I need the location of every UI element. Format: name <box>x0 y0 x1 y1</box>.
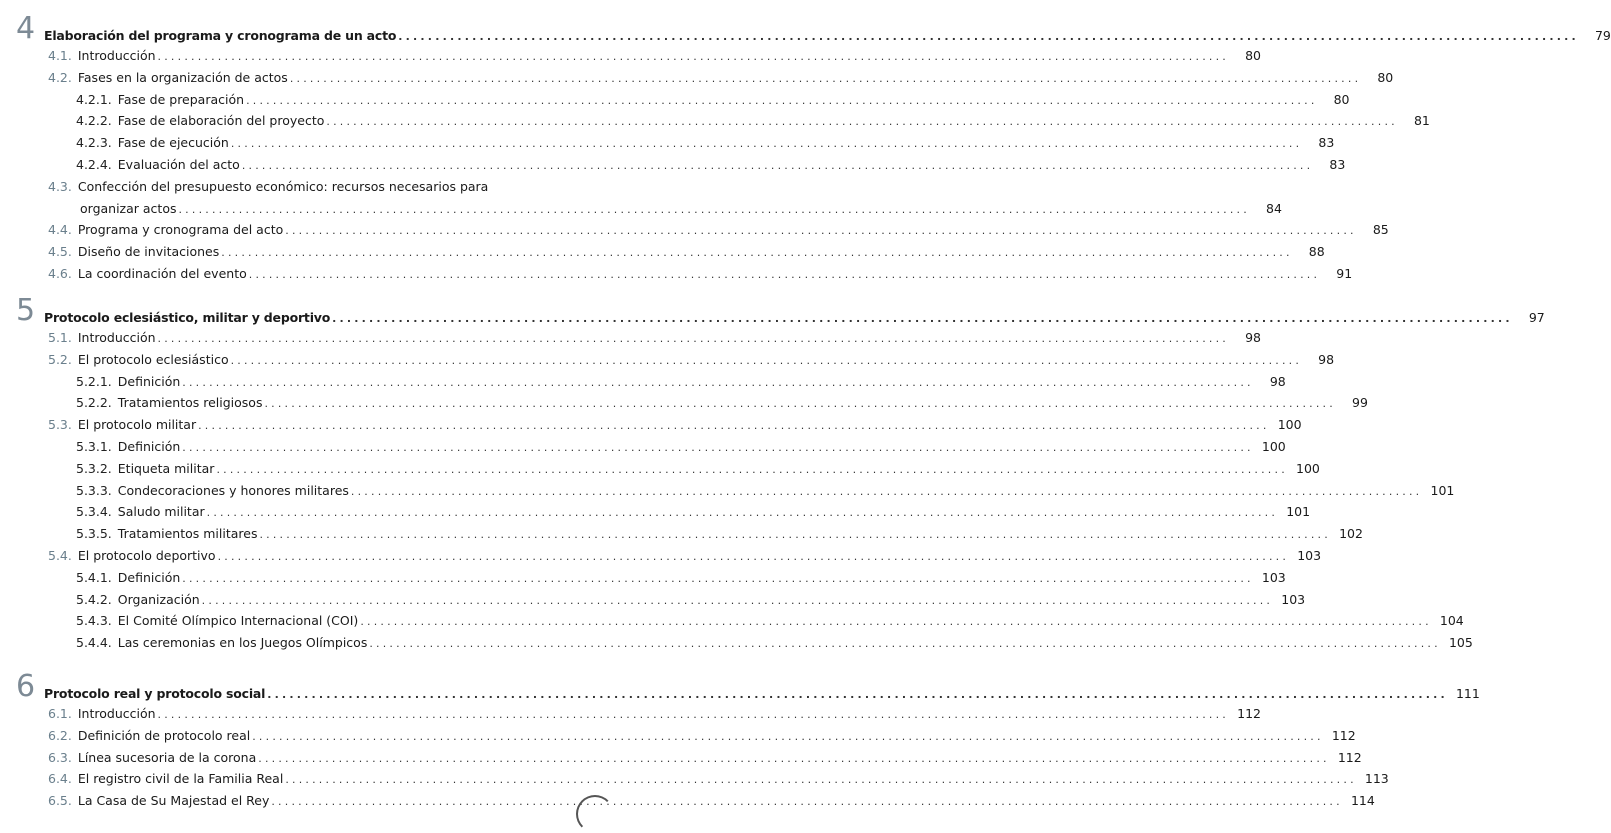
page-number: 114 <box>1350 793 1375 809</box>
toc-entry[interactable] <box>76 455 1320 477</box>
entry-title: Fases en la organización de actos <box>77 69 288 85</box>
entry-title: Fase de elaboración del proyecto <box>117 113 325 129</box>
entry-number: 4.1. <box>48 48 72 63</box>
entry-number: 4.4. <box>48 222 72 238</box>
chapter-number-digit: 6 <box>16 669 36 704</box>
entry-title: Definición <box>117 439 181 454</box>
entry-title: Organización <box>117 591 200 607</box>
page-number: 103 <box>1261 569 1286 585</box>
toc-entry[interactable] <box>48 744 1362 766</box>
dot-leader: ................................................................................................................................................................ <box>264 397 1336 411</box>
entry-title: Introducción <box>77 706 156 721</box>
entry-number: 4.2.1. <box>76 91 112 107</box>
entry-number: 6.5. <box>48 793 72 809</box>
dot-leader: ................................................................................................................................................................ <box>206 506 1279 520</box>
entry-title: Condecoraciones y honores militares <box>117 482 349 498</box>
dot-leader: ................................................................................................................................................................ <box>267 688 1448 701</box>
dot-leader: ................................................................................................................................................................ <box>398 30 1579 43</box>
entry-title: La coordinación del evento <box>77 266 247 281</box>
entry-title: Fase de preparación <box>117 91 245 107</box>
dot-leader: ................................................................................................................................................................ <box>350 484 1423 498</box>
entry-number: 5.2.1. <box>76 373 112 389</box>
entry-title: Definición de protocolo real <box>77 727 251 743</box>
dot-leader: ................................................................................................................................................................ <box>289 71 1362 85</box>
entry-title: Evaluación del acto <box>117 157 240 172</box>
dot-leader: ................................................................................................................................................................ <box>285 224 1357 238</box>
entry-title: Introducción <box>77 48 156 63</box>
page-number: 101 <box>1430 482 1455 498</box>
toc-entry[interactable] <box>76 107 1430 129</box>
page-number: 83 <box>1318 135 1335 151</box>
entry-number: 5.3.4. <box>76 504 112 520</box>
dot-leader: ................................................................................................................................................................ <box>157 708 1229 721</box>
entry-number: 6.2. <box>48 727 72 743</box>
entry-number: 5.1. <box>48 330 72 345</box>
entry-title: Etiqueta militar <box>117 460 215 476</box>
dot-leader: ................................................................................................................................................................ <box>259 528 1331 542</box>
dot-leader: ................................................................................................................................................................ <box>216 462 1288 476</box>
entry-number: 5.3.2. <box>76 460 112 476</box>
toc-entry[interactable] <box>76 586 1306 608</box>
entry-title: Tratamientos militares <box>117 526 258 542</box>
entry-number: 6.3. <box>48 749 72 765</box>
toc-entry[interactable] <box>76 389 1368 411</box>
toc-entry[interactable] <box>76 129 1335 151</box>
page-number: 91 <box>1336 266 1353 281</box>
toc-entry[interactable] <box>76 564 1286 586</box>
toc-entry[interactable] <box>48 411 1302 433</box>
entry-title: Línea sucesoria de la corona <box>77 749 257 765</box>
chapter-heading-4[interactable] <box>44 18 1611 44</box>
toc-entry[interactable] <box>48 346 1335 368</box>
entry-title: Las ceremonias en los Juegos Olímpicos <box>117 635 368 651</box>
entry-number: 4.2.4. <box>76 157 112 172</box>
chapter-number <box>16 669 36 704</box>
chapter-title: Elaboración del programa y cronograma de un acto <box>44 28 397 43</box>
chapter-heading-5[interactable] <box>44 300 1545 326</box>
toc-entry[interactable] <box>48 173 578 195</box>
page-number: 80 <box>1333 91 1350 107</box>
page-number: 84 <box>1266 200 1282 216</box>
dot-leader: ................................................................................................................................................................ <box>271 795 1343 809</box>
page-number: 88 <box>1308 244 1325 260</box>
page-number: 100 <box>1277 417 1302 433</box>
page-number: 104 <box>1439 613 1464 629</box>
dot-leader: ................................................................................................................................................................ <box>182 571 1254 585</box>
toc-entry[interactable] <box>76 433 1286 455</box>
toc-entry[interactable] <box>76 477 1455 499</box>
entry-title: Confección del presupuesto económico: recursos necesarios para <box>77 178 489 194</box>
page-number: 83 <box>1329 157 1346 172</box>
page-number: 112 <box>1337 749 1362 765</box>
dot-leader: ................................................................................................................................................................ <box>258 751 1330 765</box>
dot-leader: ................................................................................................................................................................ <box>285 773 1357 787</box>
entry-title: El registro civil de la Familia Real <box>77 771 284 787</box>
toc-entry[interactable] <box>48 216 1389 238</box>
page-number: 102 <box>1339 526 1363 542</box>
entry-number: 5.3.5. <box>76 526 112 542</box>
entry-title: Saludo militar <box>117 504 205 520</box>
dot-leader: ................................................................................................................................................................ <box>198 419 1270 433</box>
entry-number: 5.4.2. <box>76 591 112 607</box>
toc-entry[interactable] <box>48 238 1325 260</box>
dot-leader: ................................................................................................................................................................ <box>182 375 1254 389</box>
entry-number: 4.3. <box>48 178 72 194</box>
dot-leader: ................................................................................................................................................................ <box>369 637 1441 651</box>
dot-leader: ................................................................................................................................................................ <box>230 137 1303 151</box>
entry-title: El protocolo militar <box>77 417 197 433</box>
dot-leader: ................................................................................................................................................................ <box>248 268 1321 281</box>
toc-entry[interactable] <box>48 787 1375 809</box>
entry-title: Programa y cronograma del acto <box>77 222 284 238</box>
chapter-title: Protocolo real y protocolo social <box>44 686 266 701</box>
dot-leader: ................................................................................................................................................................ <box>157 50 1229 63</box>
chapter-title: Protocolo eclesiástico, militar y deportivo <box>44 310 331 325</box>
entry-number: 6.4. <box>48 771 72 787</box>
dot-leader: ................................................................................................................................................................ <box>360 615 1432 629</box>
entry-number: 4.2.3. <box>76 135 112 151</box>
entry-number: 5.4.1. <box>76 569 112 585</box>
page-number: 81 <box>1413 113 1430 129</box>
dot-leader: ................................................................................................................................................................ <box>326 115 1398 129</box>
entry-title: Introducción <box>77 330 156 345</box>
page-number: 97 <box>1528 310 1545 325</box>
chapter-number <box>16 11 36 46</box>
dot-leader: ................................................................................................................................................................ <box>182 441 1254 454</box>
chapter-number <box>16 293 36 328</box>
entry-number: 5.2.2. <box>76 395 112 411</box>
toc-entry[interactable] <box>76 629 1473 651</box>
entry-title: Fase de ejecución <box>117 135 229 151</box>
entry-number: 5.3. <box>48 417 72 433</box>
page-number: 111 <box>1455 686 1480 701</box>
dot-leader: ................................................................................................................................................................ <box>201 593 1274 607</box>
entry-title: El protocolo eclesiástico <box>77 351 229 367</box>
chapter-heading-6[interactable] <box>44 676 1480 702</box>
toc-entry[interactable] <box>76 498 1311 520</box>
entry-number: 5.3.3. <box>76 482 112 498</box>
dot-leader: ................................................................................................................................................................ <box>157 332 1229 345</box>
dot-leader: ................................................................................................................................................................ <box>246 93 1318 107</box>
entry-number: 4.6. <box>48 266 72 281</box>
page-number: 98 <box>1318 351 1335 367</box>
page-number: 99 <box>1352 395 1368 411</box>
entry-title: Tratamientos religiosos <box>117 395 263 411</box>
entry-number: 5.4.4. <box>76 635 112 651</box>
dot-leader: ................................................................................................................................................................ <box>332 312 1513 325</box>
entry-title: Definición <box>117 373 181 389</box>
entry-number: 4.2. <box>48 69 72 85</box>
page-corner-mark <box>576 795 614 833</box>
page-number: 98 <box>1269 373 1286 389</box>
entry-title: La Casa de Su Majestad el Rey <box>77 793 270 809</box>
page-number: 85 <box>1372 222 1389 238</box>
chapter-number-digit: 4 <box>16 11 36 46</box>
page-number: 100 <box>1261 439 1286 454</box>
entry-title: Definición <box>117 569 181 585</box>
page-number: 105 <box>1448 635 1473 651</box>
dot-leader: ................................................................................................................................................................ <box>252 729 1324 743</box>
dot-leader: ................................................................................................................................................................ <box>241 159 1314 172</box>
page-number: 100 <box>1296 460 1320 476</box>
page-number: 113 <box>1364 771 1389 787</box>
toc-entry-continued[interactable] <box>80 195 1282 217</box>
toc-entry[interactable] <box>48 42 1261 64</box>
toc-entry[interactable] <box>48 765 1389 787</box>
toc-entry[interactable] <box>48 700 1261 722</box>
page-number: 98 <box>1245 330 1261 345</box>
toc-entry[interactable] <box>76 607 1464 629</box>
entry-title: Diseño de invitaciones <box>77 244 220 260</box>
dot-leader: ................................................................................................................................................................ <box>217 550 1290 563</box>
toc-entry[interactable] <box>76 151 1346 173</box>
toc-entry[interactable] <box>48 542 1322 564</box>
entry-title: El protocolo deportivo <box>77 548 216 563</box>
entry-number: 6.1. <box>48 706 72 721</box>
dot-leader: ................................................................................................................................................................ <box>178 202 1250 216</box>
toc-entry[interactable] <box>48 722 1356 744</box>
entry-number: 5.3.1. <box>76 439 112 454</box>
entry-title: organizar actos <box>80 200 177 216</box>
entry-title: El Comité Olímpico Internacional (COI) <box>117 613 359 629</box>
page-number: 80 <box>1377 69 1394 85</box>
entry-number: 4.5. <box>48 244 72 260</box>
toc-entry[interactable] <box>76 520 1363 542</box>
chapter-number-digit: 5 <box>16 293 36 328</box>
toc-entry[interactable] <box>48 64 1394 86</box>
page-number: 79 <box>1594 28 1611 43</box>
entry-number: 4.2.2. <box>76 113 112 129</box>
page-number: 101 <box>1286 504 1311 520</box>
page-number: 80 <box>1245 48 1261 63</box>
toc-entry[interactable] <box>76 86 1350 108</box>
entry-number: 5.2. <box>48 351 72 367</box>
dot-leader: ................................................................................................................................................................ <box>230 353 1303 367</box>
entry-number: 5.4.3. <box>76 613 112 629</box>
dot-leader: ................................................................................................................................................................ <box>221 246 1293 260</box>
page-number: 112 <box>1237 706 1261 721</box>
page-number: 103 <box>1281 591 1306 607</box>
toc-entry[interactable] <box>48 260 1353 282</box>
toc-entry[interactable] <box>48 324 1261 346</box>
entry-number: 5.4. <box>48 548 72 563</box>
page-number: 112 <box>1331 727 1356 743</box>
toc-entry[interactable] <box>76 368 1286 390</box>
page-number: 103 <box>1297 548 1322 563</box>
